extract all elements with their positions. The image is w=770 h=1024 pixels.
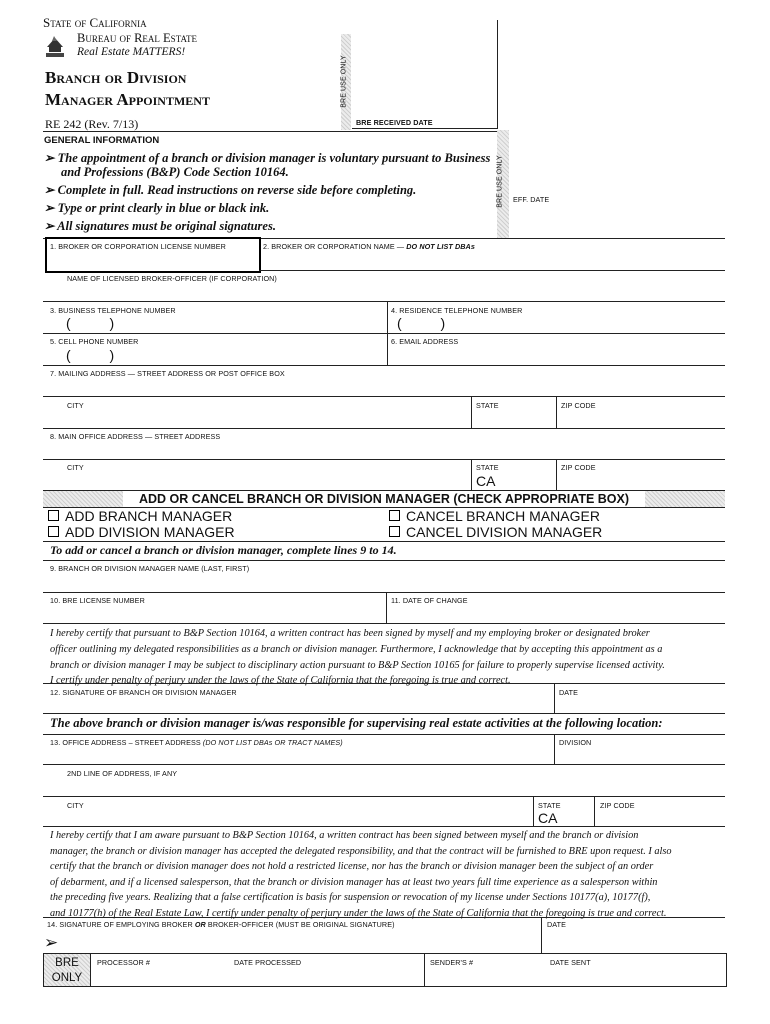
senders-label: SENDER'S #: [430, 958, 474, 967]
add-division-manager-option[interactable]: ADD DIVISION MANAGER: [48, 524, 235, 540]
bureau-motto: Real Estate MATTERS!: [77, 46, 186, 58]
location-heading: The above branch or division manager is/was responsible for supervising real estate activities at the following location:: [50, 716, 663, 730]
mailing-state-label: STATE: [476, 401, 499, 410]
bureau-name: Bureau of Real Estate: [77, 31, 197, 45]
field-12-date-label: DATE: [559, 688, 579, 697]
office-state-value[interactable]: CA: [476, 473, 496, 489]
bullet-2: ➢ Complete in full. Read instructions on reverse side before completing.: [44, 183, 417, 197]
date-sent-label: DATE SENT: [550, 958, 591, 967]
cancel-division-checkbox[interactable]: [389, 526, 400, 537]
second-address-line-label: 2ND LINE OF ADDRESS, IF ANY: [67, 769, 178, 778]
bullet-1: ➢ The appointment of a branch or division manager is voluntary pursuant to Business: [44, 151, 491, 165]
eff-date-label: EFF. DATE: [513, 195, 550, 204]
bre-only-box: [44, 954, 90, 986]
state-heading: State of California: [43, 15, 147, 30]
bullet-4: ➢ All signatures must be original signatures.: [44, 219, 276, 233]
add-division-checkbox[interactable]: [48, 526, 59, 537]
field-4-label: 4. RESIDENCE TELEPHONE NUMBER: [391, 306, 523, 315]
manager-certification: I hereby certify that pursuant to B&P Section 10164, a written contract has been signed by myself and my employing broker or designated broker officer outlining my delegated responsibilities as a branch or division manager. Furthermore, I acknowledge that by accepting this appointment as a branch or division manager I may be subject to disciplinary action pursuant to B&P Section 10165 for failure to properly supervise licensed activity. I certify under penalty of perjury under the laws of the State of California that the foregoing is true and correct.: [50, 628, 665, 687]
instruction-text: To add or cancel a branch or division manager, complete lines 9 to 14.: [50, 543, 397, 557]
mailing-zip-label: ZIP CODE: [561, 401, 596, 410]
field-14-date-label: DATE: [547, 920, 567, 929]
field-6-label: 6. EMAIL ADDRESS: [391, 337, 459, 346]
bullet-1-cont: and Professions (B&P) Code Section 10164.: [61, 165, 289, 179]
field-14-label: 14. SIGNATURE OF EMPLOYING BROKER OR BROKER-OFFICER (MUST BE ORIGINAL SIGNATURE): [47, 920, 395, 929]
field-8-label: 8. MAIN OFFICE ADDRESS — STREET ADDRESS: [50, 432, 221, 441]
bre-only-bre: BRE: [55, 957, 79, 969]
bre-received-date-label: BRE RECEIVED DATE: [356, 118, 433, 127]
bre-only-only: ONLY: [51, 972, 83, 984]
location-state-value[interactable]: CA: [538, 810, 558, 826]
division-label: DIVISION: [559, 738, 592, 747]
office-state-label: STATE: [476, 463, 499, 472]
field-9-label: 9. BRANCH OR DIVISION MANAGER NAME (LAST, FIRST): [50, 564, 250, 573]
cancel-branch-checkbox[interactable]: [389, 510, 400, 521]
field-2-label: 2. BROKER OR CORPORATION NAME — DO NOT LIST DBAs: [263, 242, 475, 251]
add-cancel-banner-text: ADD OR CANCEL BRANCH OR DIVISION MANAGER (CHECK APPROPRIATE BOX): [138, 492, 630, 506]
bullet-3: ➢ Type or print clearly in blue or black ink.: [44, 201, 270, 215]
mailing-city-label: CITY: [67, 401, 84, 410]
cancel-division-manager-option[interactable]: CANCEL DIVISION MANAGER: [389, 524, 602, 540]
form-title-line-2: Manager Appointment: [45, 90, 210, 109]
add-cancel-banner: [43, 490, 725, 508]
field-3-label: 3. BUSINESS TELEPHONE NUMBER: [50, 306, 176, 315]
residence-phone-area-code[interactable]: ( ): [397, 315, 446, 331]
signature-arrow-icon: ➢: [44, 933, 59, 952]
add-branch-manager-option[interactable]: ADD BRANCH MANAGER: [48, 508, 232, 524]
cell-phone-area-code[interactable]: ( ): [66, 347, 115, 363]
broker-certification: I hereby certify that I am aware pursuant to B&P Section 10164, a written contract has been signed between myself and the branch or division manager, the branch or division manager has accepted the delegated responsibility, and that the contract will be furnished to BRE upon request. I also certify that the branch or division manager does not hold a restricted license, nor has the branch or division manager been the subject of an order of debarment, and if a licensed salesperson, that the branch or division manager has at least two years full time experience as a salesperson within the preceding five years. Realizing that a false certification is basis for suspension or revocation of my license under Sections 10177(a), 10177(f), and 10177(h) of the Real Estate Law, I certify under penalty of perjury under the laws of the State of California that the foregoing is true and correct.: [50, 830, 672, 919]
bre-seal-logo: [44, 32, 66, 58]
cancel-branch-manager-option[interactable]: CANCEL BRANCH MANAGER: [389, 508, 600, 524]
bre-use-only-label: BRE USE ONLY: [340, 55, 348, 108]
business-phone-area-code[interactable]: ( ): [66, 315, 115, 331]
field-12-label: 12. SIGNATURE OF BRANCH OR DIVISION MANAGER: [50, 688, 237, 697]
field-1-label: 1. BROKER OR CORPORATION LICENSE NUMBER: [50, 242, 226, 251]
office-zip-label: ZIP CODE: [561, 463, 596, 472]
location-zip-label: ZIP CODE: [600, 801, 635, 810]
date-processed-label: DATE PROCESSED: [234, 958, 302, 967]
location-city-label: CITY: [67, 801, 84, 810]
field-11-label: 11. DATE OF CHANGE: [391, 596, 468, 605]
location-state-label: STATE: [538, 801, 561, 810]
bre-use-only-label-2: BRE USE ONLY: [496, 155, 504, 208]
field-7-label: 7. MAILING ADDRESS — STREET ADDRESS OR POST OFFICE BOX: [50, 369, 285, 378]
broker-officer-name-label: NAME OF LICENSED BROKER-OFFICER (IF CORPORATION): [67, 274, 277, 283]
general-information-heading: GENERAL INFORMATION: [44, 135, 160, 146]
add-branch-checkbox[interactable]: [48, 510, 59, 521]
form-number: RE 242 (Rev. 7/13): [45, 117, 139, 131]
field-10-label: 10. BRE LICENSE NUMBER: [50, 596, 145, 605]
office-city-label: CITY: [67, 463, 84, 472]
field-13-label: 13. OFFICE ADDRESS – STREET ADDRESS (DO NOT LIST DBAs OR TRACT NAMES): [50, 738, 343, 747]
field-5-label: 5. CELL PHONE NUMBER: [50, 337, 139, 346]
form-title-line-1: Branch or Division: [45, 68, 187, 87]
processor-label: PROCESSOR #: [97, 958, 151, 967]
